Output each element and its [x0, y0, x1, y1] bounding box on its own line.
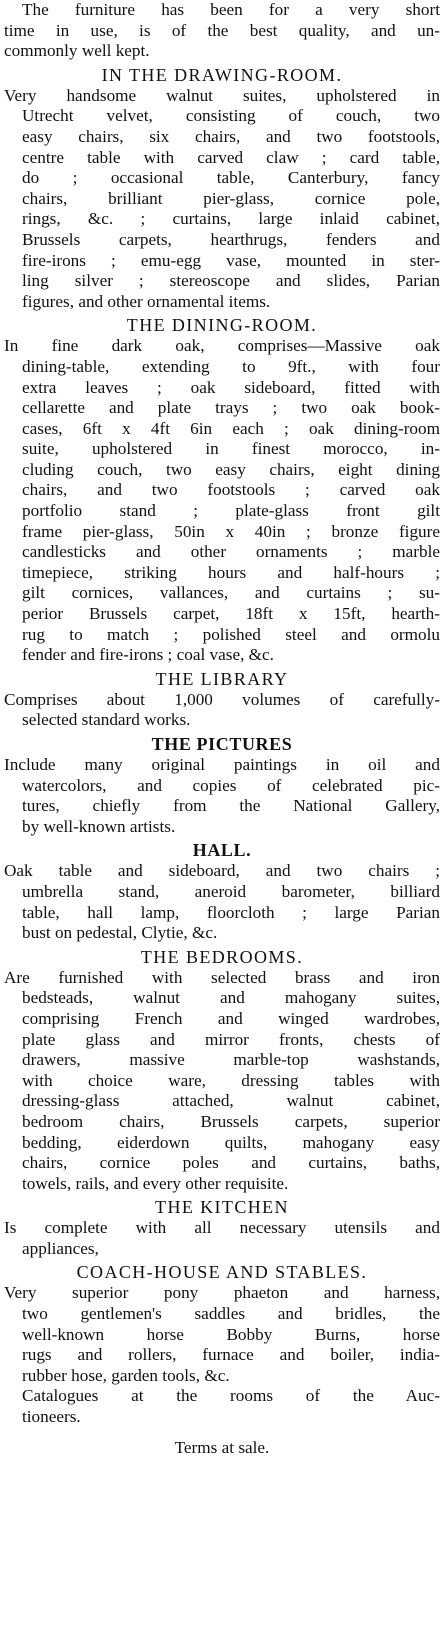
catalogue-notice	[4, 1386, 440, 1427]
text-line: extra leaves ; oak sideboard, fitted with	[22, 377, 440, 397]
text-line: Catalogues at the rooms of the Auc-	[22, 1386, 440, 1406]
text-line: tures, chiefly from the National Gallery,	[22, 796, 440, 816]
section-drawing-room	[4, 64, 440, 313]
text-line: Include many original paintings in oil and	[4, 755, 440, 774]
section-bedrooms	[4, 946, 440, 1195]
text-line: dressing-glass attached, walnut cabinet,	[22, 1091, 440, 1111]
section-heading: THE KITCHEN	[155, 1197, 289, 1218]
section-heading: COACH-HOUSE AND STABLES.	[76, 1262, 368, 1283]
text-line: commonly well kept.	[4, 41, 150, 61]
text-line: by well-known artists.	[22, 816, 176, 836]
text-line: rugs and rollers, furnace and boiler, india-	[22, 1345, 440, 1365]
text-line: bedding, eiderdown quilts, mahogany easy	[22, 1132, 440, 1152]
text-line: bust on pedestal, Clytie, &c.	[22, 923, 218, 943]
text-line: selected standard works.	[22, 710, 191, 730]
text-line: gilt cornices, vallances, and curtains ; su-	[22, 583, 440, 603]
text-line: fire-irons ; emu-egg vase, mounted in ster-	[22, 250, 440, 270]
text-line: Very handsome walnut suites, upholstered in	[4, 85, 440, 105]
text-line: well-known horse Bobby Burns, horse	[22, 1324, 440, 1344]
text-line: Are furnished with selected brass and iron	[4, 967, 440, 987]
section-heading: THE BEDROOMS.	[140, 946, 304, 967]
text-line: drawers, massive marble-top washstands,	[22, 1050, 440, 1070]
section-hall	[4, 839, 440, 943]
text-line: figures, and other ornamental items.	[22, 291, 271, 311]
section-pictures	[4, 733, 440, 837]
text-line: Is complete with all necessary utensils and	[4, 1218, 440, 1238]
text-line: appliances,	[22, 1238, 99, 1258]
text-line: Very superior pony phaeton and harness,	[4, 1283, 440, 1303]
section-kitchen	[4, 1196, 440, 1259]
text-line: time in use, is of the best quality, and un-	[4, 20, 440, 40]
text-line: cluding couch, two easy chairs, eight dining	[22, 459, 440, 479]
text-line: easy chairs, six chairs, and two footstools,	[22, 126, 440, 146]
text-line: do ; occasional table, Canterbury, fancy	[22, 168, 440, 188]
text-line: bedsteads, walnut and mahogany suites,	[22, 988, 440, 1008]
text-line: table, hall lamp, floorcloth ; large Parian	[22, 902, 440, 922]
section-heading: THE LIBRARY	[155, 668, 289, 689]
text-line: frame pier-glass, 50in x 40in ; bronze figure	[22, 521, 440, 541]
text-line: bedroom chairs, Brussels carpets, superior	[22, 1111, 440, 1131]
text-line: fender and fire-irons ; coal vase, &c.	[22, 645, 274, 665]
section-coach-house	[4, 1261, 440, 1386]
section-heading: IN THE DRAWING-ROOM.	[101, 64, 343, 85]
text-line: Comprises about 1,000 volumes of carefully-	[4, 689, 440, 709]
text-line: Brussels carpets, hearthrugs, fenders and	[22, 229, 440, 249]
text-line: Oak table and sideboard, and two chairs ;	[4, 861, 440, 881]
text-line: In fine dark oak, comprises—Massive oak	[4, 336, 440, 356]
text-line: The furniture has been for a very short	[22, 0, 440, 19]
text-line: plate glass and mirror fronts, chests of	[22, 1029, 440, 1049]
text-line: perior Brussels carpet, 18ft x 15ft, hearth-	[22, 604, 440, 624]
text-line: rings, &c. ; curtains, large inlaid cabinet,	[22, 209, 440, 229]
text-line: suite, upholstered in finest morocco, in-	[22, 439, 440, 459]
text-line: watercolors, and copies of celebrated pic-	[22, 775, 440, 795]
text-line: portfolio stand ; plate-glass front gilt	[22, 501, 440, 521]
text-line: cases, 6ft x 4ft 6in each ; oak dining-room	[22, 418, 440, 438]
section-dining-room	[4, 314, 440, 666]
text-line: umbrella stand, aneroid barometer, billiard	[22, 881, 440, 901]
text-line: ling silver ; stereoscope and slides, Parian	[22, 271, 440, 291]
section-heading: HALL.	[192, 840, 252, 861]
text-line: timepiece, striking hours and half-hours ;	[22, 562, 440, 582]
text-line: rubber hose, garden tools, &c.	[22, 1365, 230, 1385]
text-line: rug to match ; polished steel and ormolu	[22, 624, 440, 644]
terms-line: Terms at sale.	[174, 1437, 270, 1457]
text-line: towels, rails, and every other requisite.	[22, 1173, 289, 1193]
text-line: tioneers.	[22, 1407, 81, 1427]
text-line: chairs, and two footstools ; carved oak	[22, 480, 440, 500]
text-line: chairs, brilliant pier-glass, cornice pole,	[22, 188, 440, 208]
section-heading: THE PICTURES	[151, 734, 293, 754]
text-line: candlesticks and other ornaments ; marble	[22, 542, 440, 562]
text-line: cellarette and plate trays ; two oak book-	[22, 398, 440, 418]
text-line: chairs, cornice poles and curtains, baths,	[22, 1153, 440, 1173]
text-line: with choice ware, dressing tables with	[22, 1070, 440, 1090]
text-line: comprising French and winged wardrobes,	[22, 1008, 440, 1028]
text-line: Utrecht velvet, consisting of couch, two	[22, 106, 440, 126]
intro-paragraph	[4, 0, 440, 62]
text-line: two gentlemen's saddles and bridles, the	[22, 1304, 440, 1324]
section-heading: THE DINING-ROOM.	[126, 315, 318, 336]
text-line: dining-table, extending to 9ft., with four	[22, 356, 440, 376]
section-library	[4, 668, 440, 731]
text-line: centre table with carved claw ; card table,	[22, 147, 440, 167]
